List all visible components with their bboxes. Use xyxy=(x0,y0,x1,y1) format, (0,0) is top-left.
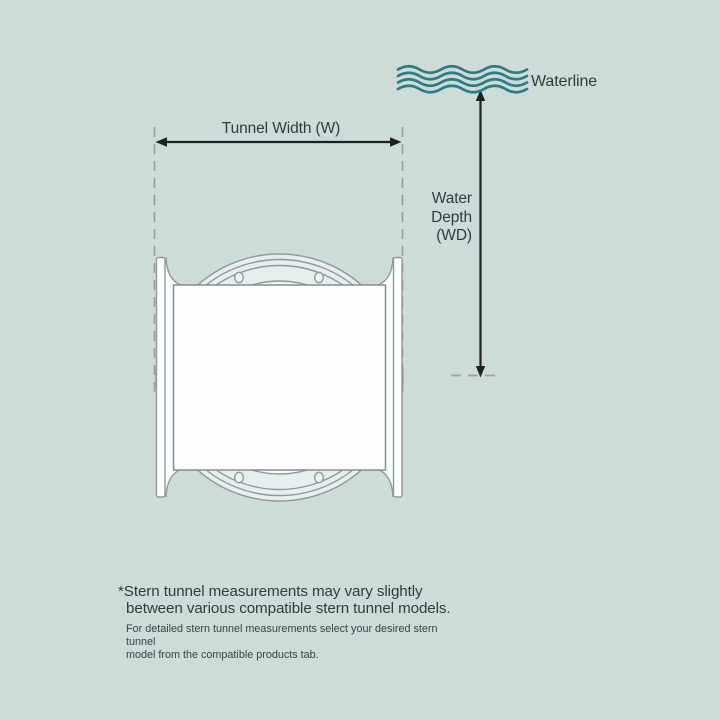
horizontal-double-arrow-icon xyxy=(156,137,402,146)
water-depth-label xyxy=(352,190,472,246)
footnote-primary xyxy=(118,584,478,617)
wave-line-3 xyxy=(398,79,527,86)
water-depth-line-1: Water xyxy=(431,190,472,207)
footnote-secondary xyxy=(126,623,466,661)
wave-line-4 xyxy=(398,86,527,93)
tunnel-tube-body xyxy=(174,285,386,470)
width-arrowhead-right xyxy=(390,137,402,146)
right-flange-strip xyxy=(394,258,403,498)
bolt-hole-top-right xyxy=(315,272,324,282)
stern-tunnel-drawing xyxy=(156,254,403,501)
bolt-hole-top-left xyxy=(235,272,244,282)
water-depth-line-3: (WD) xyxy=(436,227,472,244)
footnote-primary-line-2: between various compatible stern tunnel models. xyxy=(126,599,451,617)
waterline-label: Waterline xyxy=(531,73,598,90)
width-arrowhead-left xyxy=(156,137,168,146)
tunnel-width-label: Tunnel Width (W) xyxy=(221,120,341,137)
water-depth-line-2: Depth xyxy=(431,208,472,226)
footnote-primary-line-1: *Stern tunnel measurements may vary slightly xyxy=(118,583,423,600)
wave-line-2 xyxy=(398,73,527,80)
left-flange-strip xyxy=(157,258,166,498)
wave-lines-icon xyxy=(398,66,527,92)
vertical-double-arrow-icon xyxy=(476,90,485,378)
footnote-secondary-line-1: For detailed stern tunnel measurements select your desired stern tunnel xyxy=(126,623,438,648)
bolt-hole-bottom-left xyxy=(235,472,244,482)
wave-line-1 xyxy=(398,66,527,73)
bolt-hole-bottom-right xyxy=(315,472,324,482)
footnote-secondary-line-2: model from the compatible products tab. xyxy=(126,648,319,661)
